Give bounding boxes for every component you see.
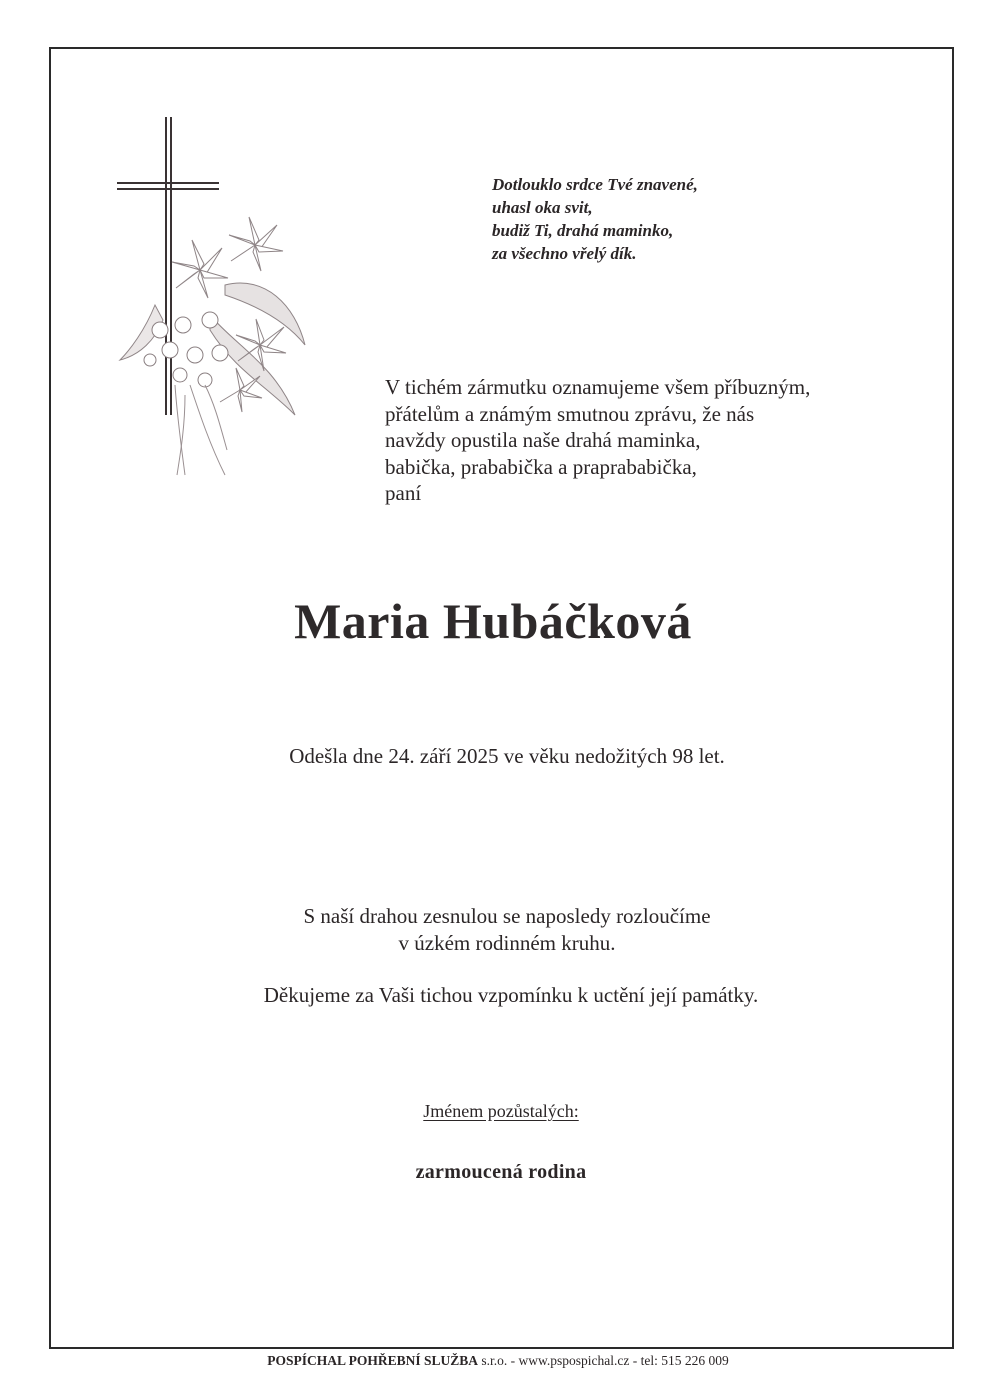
footer-contact: s.r.o. - www.pspospichal.cz - tel: 515 226 009 — [478, 1353, 729, 1368]
footer-company: POSPÍCHAL POHŘEBNÍ SLUŽBA — [267, 1353, 479, 1368]
death-date-line: Odešla dne 24. září 2025 ve věku nedožitých 98 let. — [289, 744, 725, 768]
thanks-line: Děkujeme za Vaši tichou vzpomínku k uctění její památky. — [263, 983, 759, 1007]
verse-line: za všechno vřelý dík. — [492, 244, 637, 263]
farewell-line: v úzkém rodinném kruhu. — [398, 931, 616, 955]
on-behalf-label — [0, 1101, 986, 1122]
farewell-line: S naší drahou zesnulou se naposledy rozloučíme — [303, 904, 711, 928]
announcement-line: V tichém zármutku oznamujeme všem příbuzným, — [385, 375, 811, 399]
footer — [0, 1353, 986, 1369]
cross-with-lilies-icon — [115, 115, 325, 490]
verse-line: uhasl oka svit, — [492, 198, 593, 217]
announcement-line: přátelům a známým smutnou zprávu, že nás — [385, 401, 755, 426]
announcement-line: babička, prababička a praprababička, — [385, 454, 697, 479]
announcement-line: navždy opustila naše drahá maminka, — [385, 428, 701, 452]
announcement-line: paní — [385, 481, 422, 505]
signature: zarmoucená rodina — [415, 1161, 587, 1183]
deceased-name: Maria Hubáčková — [294, 593, 692, 649]
farewell-notice — [0, 903, 986, 957]
verse-line: Dotlouklo srdce Tvé znavené, — [492, 175, 698, 194]
on-behalf-text: Jménem pozůstalých: — [423, 1101, 579, 1121]
death-announcement — [385, 374, 810, 507]
verse-line: budiž Ti, drahá maminko, — [492, 221, 674, 240]
memorial-verse — [492, 173, 698, 265]
